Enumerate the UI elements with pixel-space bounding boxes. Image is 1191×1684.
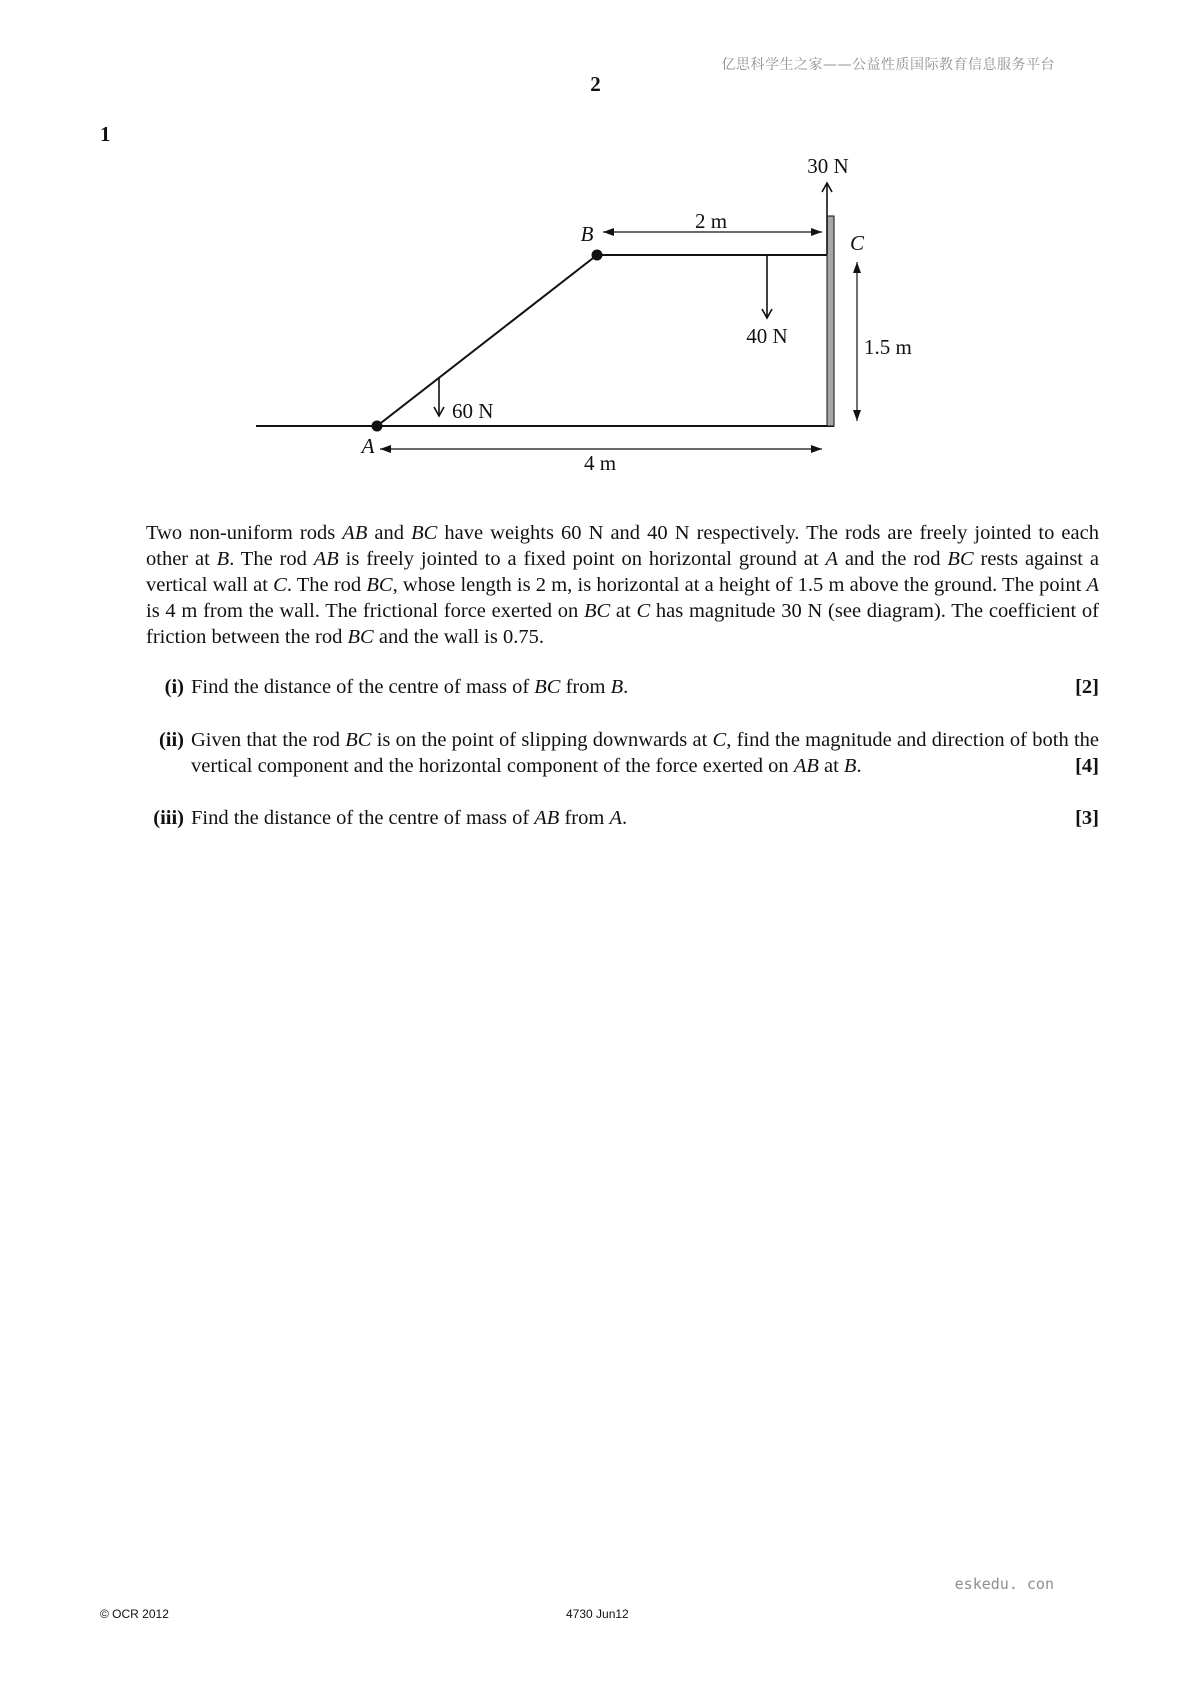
text-run: Find the distance of the centre of mass of [191, 807, 535, 829]
part-label: (i) [164, 676, 184, 698]
text-run: . [623, 676, 629, 698]
part-text [191, 727, 1099, 779]
marks: [3] [1075, 807, 1099, 829]
marks: [4] [1075, 755, 1099, 777]
text-run: and the rod [837, 548, 948, 570]
footer-code: 4730 Jun12 [566, 1607, 629, 1621]
text-run: . The rod [286, 574, 367, 596]
label-40N: 40 N [746, 324, 788, 348]
text-run: and the wall is 0.75. [373, 626, 544, 648]
part-iii [146, 805, 1099, 831]
header-watermark: 亿思科学生之家——公益性质国际教育信息服务平台 [721, 57, 1055, 73]
math-symbol: BC [345, 729, 372, 751]
text-run: has magnitude 30 N (see diagram). The coefficient of friction between the rod [146, 600, 1099, 648]
math-symbol: AB [793, 755, 819, 777]
math-symbol: C [636, 600, 651, 622]
label-2m: 2 m [694, 209, 728, 233]
math-symbol: AB [342, 522, 368, 544]
math-symbol: C [712, 729, 727, 751]
text-run: Two non-uniform rods [146, 522, 343, 544]
text-run: have weights 60 N and 40 N respectively. The rods are freely jointed to each other at [146, 522, 1099, 570]
part-text [191, 805, 1099, 831]
label-4m: 4 m [583, 451, 617, 475]
part-i [146, 674, 1099, 700]
text-run: from [560, 676, 611, 698]
text-run: rests against a vertical wall at [146, 548, 1099, 596]
point-B [592, 250, 603, 261]
math-symbol: A [609, 807, 622, 829]
label-A: A [361, 434, 375, 458]
point-A [372, 421, 383, 432]
math-symbol: B [843, 755, 857, 777]
part-text [191, 674, 1099, 700]
text-run: from [559, 807, 610, 829]
text-run: . The rod [229, 548, 314, 570]
footer-watermark: eskedu. con [954, 1575, 1054, 1593]
text-run: . [621, 807, 628, 829]
label-C: C [849, 231, 865, 255]
math-symbol: C [273, 574, 287, 596]
math-symbol: BC [583, 600, 611, 622]
math-symbol: A [825, 548, 838, 570]
part-label: (iii) [153, 807, 184, 829]
page-number: 2 [590, 72, 601, 96]
part-ii [146, 727, 1099, 779]
footer-copyright: © OCR 2012 [100, 1607, 169, 1621]
math-symbol: B [216, 548, 230, 570]
math-symbol: AB [534, 807, 560, 829]
text-run: is on the point of slipping downwards at [371, 729, 713, 751]
math-symbol: B [610, 676, 624, 698]
text-run: Given that the rod [191, 729, 346, 751]
text-run: at [818, 755, 844, 777]
question-number: 1 [100, 122, 111, 146]
text-run: , whose length is 2 m, is horizontal at a height of 1.5 m above the ground. The point [392, 574, 1087, 596]
math-symbol: BC [534, 676, 561, 698]
text-run: Find the distance of the centre of mass of [191, 676, 535, 698]
math-symbol: BC [411, 522, 438, 544]
text-run: . [856, 755, 862, 777]
question-intro [146, 520, 1099, 650]
label-30N: 30 N [807, 154, 849, 178]
label-B: B [580, 222, 594, 246]
text-run: is 4 m from the wall. The frictional force exerted on [146, 600, 584, 622]
label-60N: 60 N [452, 399, 494, 423]
part-label: (ii) [158, 729, 184, 751]
math-symbol: BC [366, 574, 393, 596]
math-symbol: A [1086, 574, 1099, 596]
text-run: , find the magnitude and direction of both the vertical component and the horizontal component of the force exerted on [191, 729, 1099, 777]
math-symbol: AB [313, 548, 339, 570]
text-run: is freely jointed to a fixed point on horizontal ground at [338, 548, 826, 570]
text-run: and [367, 522, 412, 544]
text-run: at [610, 600, 637, 622]
rods-diagram [0, 0, 1191, 500]
math-symbol: BC [347, 626, 374, 648]
marks: [2] [1075, 676, 1099, 698]
wall [827, 216, 834, 426]
math-symbol: BC [947, 548, 974, 570]
label-1-5m: 1.5 m [864, 335, 912, 359]
